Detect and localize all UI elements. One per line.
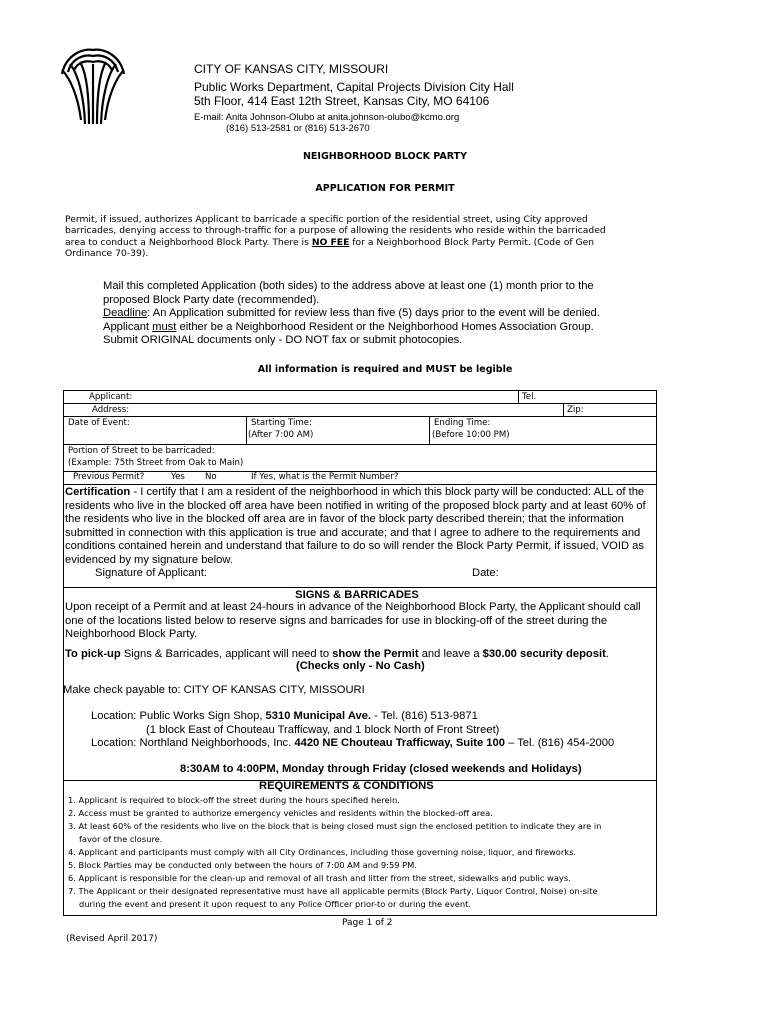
address-label: Address: bbox=[92, 405, 130, 415]
starting-time-note: (After 7:00 AM) bbox=[248, 430, 314, 440]
zip-label: Zip: bbox=[567, 405, 584, 415]
ending-time-label: Ending Time: bbox=[434, 418, 491, 428]
page-subtitle: APPLICATION FOR PERMIT bbox=[315, 183, 455, 194]
mail-instructions: Mail this completed Application (both sides) to the address above at least one (1) month prior to the proposed Block Party date (recommended). Deadline: An Application submitted for review less than five (5) days prior to the event will be denied. Applicant must either be a Neighborhood Resident or the Neighborhood Homes Association Group. Submit ORIGINAL documents only - DO NOT fax or submit photocopies. bbox=[103, 280, 600, 346]
intro-paragraph: Permit, if issued, authorizes Applicant to barricade a specific portion of the residential street, using City approved barricades, denying access to through-traffic for a purpose of allowing the residents who reside within the barricaded area to conduct a Neighborhood Block Party. There is NO FEE for a Neighborhood Block Party Permit. (Code of Gen Ordinance 70-39). bbox=[65, 214, 606, 259]
requirement-item: during the event and present it upon request to any Police Officer prior-to or during the event. bbox=[79, 899, 471, 909]
portion-label: Portion of Street to be barricaded: bbox=[68, 446, 215, 456]
requirement-item: 3. At least 60% of the residents who live on the block that is being closed must sign the enclosed petition to indicate they are in bbox=[68, 821, 602, 831]
department: Public Works Department, Capital Projects Division City Hall bbox=[194, 80, 514, 94]
requirement-item: 7. The Applicant or their designated representative must have all applicable permits (Block Party, Liquor Control, Noise) on-site bbox=[68, 886, 598, 896]
signs-heading: SIGNS & BARRICADES bbox=[295, 589, 419, 601]
page-number: Page 1 of 2 bbox=[342, 918, 393, 928]
requirements-list bbox=[68, 794, 654, 911]
location-sign-shop: Location: Public Works Sign Shop, 5310 Municipal Ave. - Tel. (816) 513-9871 bbox=[91, 710, 478, 722]
requirement-item: 4. Applicant and participants must comply with all City Ordinances, including those governing noise, liquor, and fireworks. bbox=[68, 847, 577, 857]
office-hours: 8:30AM to 4:00PM, Monday through Friday (closed weekends and Holidays) bbox=[180, 763, 582, 775]
previous-permit-label: Previous Permit? bbox=[73, 472, 145, 482]
city-fountain-logo bbox=[58, 44, 128, 126]
city-name: CITY OF KANSAS CITY, MISSOURI bbox=[194, 62, 389, 76]
page-title: NEIGHBORHOOD BLOCK PARTY bbox=[302, 151, 467, 162]
office-address: 5th Floor, 414 East 12th Street, Kansas City, MO 64106 bbox=[194, 94, 490, 108]
requirement-item: 5. Block Parties may be conducted only between the hours of 7:00 AM and 9:59 PM. bbox=[68, 860, 417, 870]
certification-text: Certification - I certify that I am a resident of the neighborhood in which this block party will be conducted: ALL of the residents who live in the blocked off area have been notified in writing of the proposed block party and at least 60% of the residents who live in the blocked off area are in favor of the block party described therein; that the information submitted in connection with this application is true and accurate; and that I agree to adhere to the requirements and conditions contained herein and understand that failure to do so will render the Block Party Permit, if issued, VOID as evidenced by my signature below. bbox=[65, 486, 646, 566]
pickup-instructions: To pick-up Signs & Barricades, applicant will need to show the Permit and leave a $30.00 security deposit. bbox=[65, 648, 609, 660]
date-of-event-label: Date of Event: bbox=[68, 418, 130, 428]
location-northland: Location: Northland Neighborhoods, Inc. 4420 NE Chouteau Trafficway, Suite 100 – Tel. (816) 454-2000 bbox=[91, 737, 615, 749]
requirement-item: favor of the closure. bbox=[79, 834, 163, 844]
signature-label: Signature of Applicant: bbox=[95, 567, 207, 579]
portion-example: (Example: 75th Street from Oak to Main) bbox=[68, 458, 244, 468]
date-label: Date: bbox=[472, 567, 499, 579]
permit-number-label: If Yes, what is the Permit Number? bbox=[251, 472, 399, 482]
contact-phones: (816) 513-2581 or (816) 513-2670 bbox=[226, 123, 370, 134]
signs-paragraph: Upon receipt of a Permit and at least 24-hours in advance of the Neighborhood Block Party, the Applicant should call one of the locations listed below to reserve signs and barricades for use in blocking-off of the street during the Neighborhood Block Party. bbox=[65, 601, 641, 640]
checks-only: (Checks only - No Cash) bbox=[296, 660, 425, 672]
applicant-label: Applicant: bbox=[89, 392, 133, 402]
previous-permit-no[interactable]: No bbox=[205, 472, 217, 482]
revised-date: (Revised April 2017) bbox=[66, 934, 158, 944]
requirements-heading: REQUIREMENTS & CONDITIONS bbox=[259, 780, 434, 792]
requirement-item: 1. Applicant is required to block-off the street during the hours specified herein. bbox=[68, 795, 400, 805]
requirement-item: 2. Access must be granted to authorize emergency vehicles and residents within the blocked-off area. bbox=[68, 808, 493, 818]
starting-time-label: Starting Time: bbox=[251, 418, 312, 428]
requirement-item: 6. Applicant is responsible for the clean-up and removal of all trash and litter from the street, sidewalks and public ways. bbox=[68, 873, 571, 883]
tel-label: Tel. bbox=[522, 392, 537, 402]
location-sign-shop-note: (1 block East of Chouteau Trafficway, and 1 block North of Front Street) bbox=[146, 724, 500, 736]
payable-to: Make check payable to: CITY OF KANSAS CITY, MISSOURI bbox=[63, 684, 365, 696]
previous-permit-yes[interactable]: Yes bbox=[171, 472, 185, 482]
ending-time-note: (Before 10:00 PM) bbox=[432, 430, 510, 440]
contact-email: E-mail: Anita Johnson-Olubo at anita.johnson-olubo@kcmo.org bbox=[194, 112, 460, 123]
required-note: All information is required and MUST be legible bbox=[257, 364, 513, 375]
